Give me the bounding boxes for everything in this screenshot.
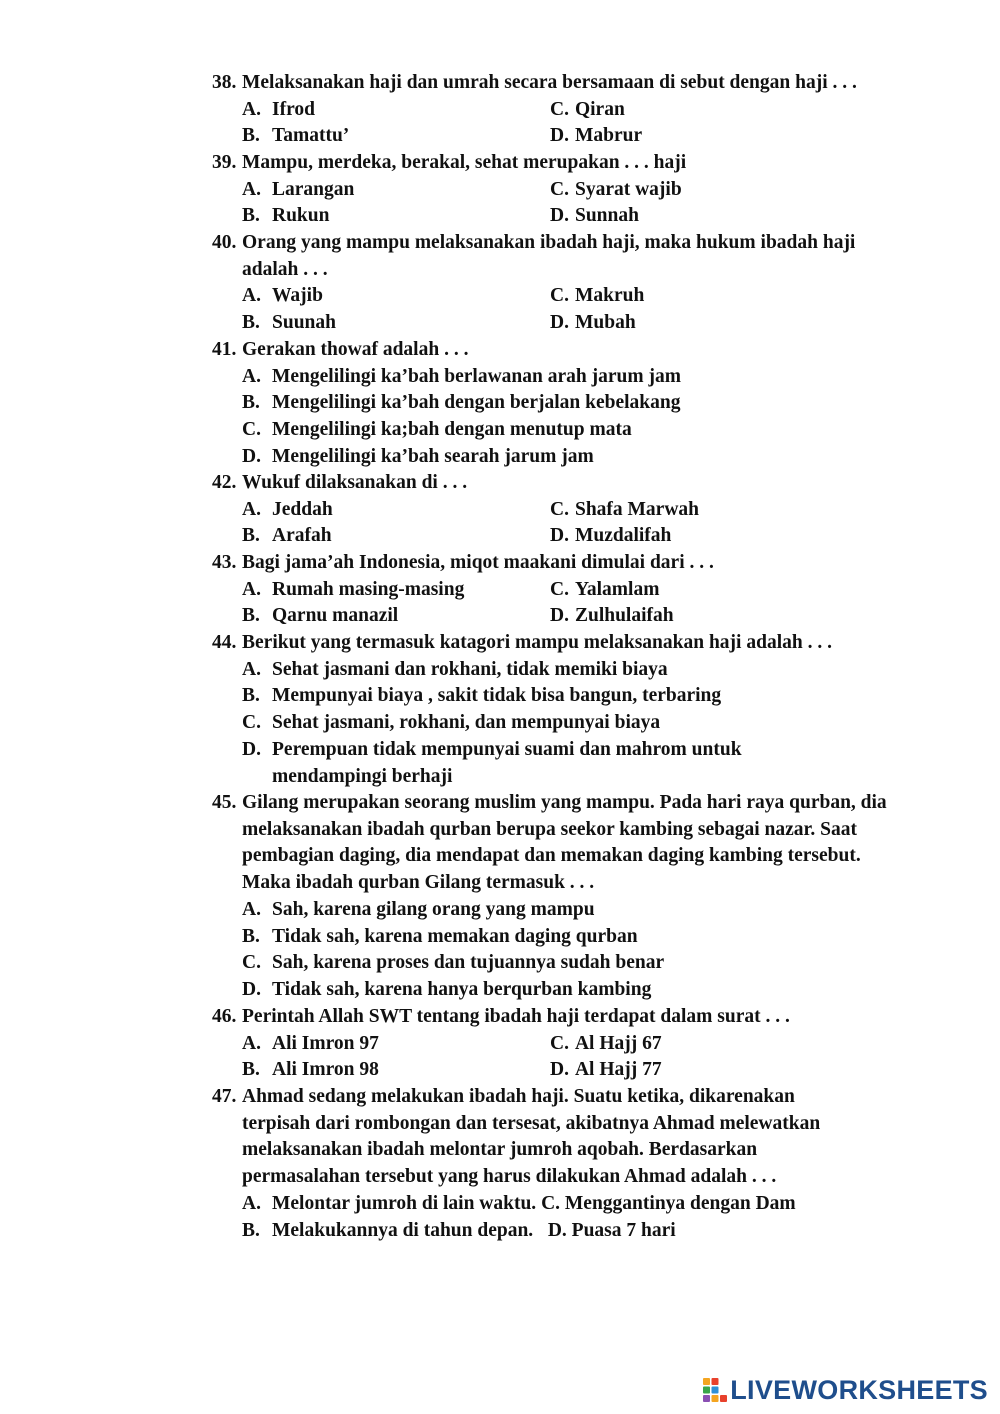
option-letter: B. — [242, 205, 260, 227]
option-d[interactable] — [550, 603, 892, 630]
question-38 — [212, 70, 892, 150]
question-43 — [212, 550, 892, 630]
question-text: Bagi jama’ah Indonesia, miqot maakani dimulai dari . . . — [242, 552, 714, 573]
option-letter: C. — [242, 952, 261, 974]
option-letter: B. — [242, 685, 260, 707]
option-b[interactable] — [242, 310, 550, 337]
option-a[interactable] — [242, 897, 892, 924]
options-grid — [242, 97, 892, 150]
option-a[interactable] — [242, 657, 892, 684]
option-c[interactable]: Menggantinya dengan Dam — [564, 1192, 796, 1214]
option-letter: C. — [541, 1192, 561, 1214]
option-letter: B. — [242, 525, 260, 547]
option-text: Qarnu manazil — [272, 605, 399, 627]
option-d[interactable] — [550, 203, 892, 230]
options-list — [212, 897, 892, 1004]
option-text: Sehat jasmani, rokhani, dan mempunyai biaya — [272, 712, 661, 734]
option-letter: D. — [550, 525, 569, 547]
option-text: Rukun — [272, 205, 330, 227]
option-c[interactable] — [550, 497, 892, 524]
options-grid — [242, 1031, 892, 1084]
option-text: Tidak sah, karena memakan daging qurban — [272, 925, 638, 947]
option-letter: C. — [550, 285, 569, 307]
question-number: 46. — [212, 1006, 237, 1027]
option-letter: D. — [547, 1219, 567, 1241]
option-b[interactable] — [242, 123, 550, 150]
liveworksheets-logo[interactable] — [702, 1375, 988, 1405]
option-letter: C. — [550, 578, 569, 600]
option-d[interactable] — [242, 977, 892, 1004]
option-letter: B. — [242, 605, 260, 627]
option-letter: B. — [242, 1059, 260, 1081]
option-text: Al Hajj 77 — [574, 1059, 662, 1081]
question-39 — [212, 150, 892, 230]
question-42 — [212, 470, 892, 550]
option-b[interactable] — [242, 683, 892, 710]
question-number: 38. — [212, 72, 237, 93]
option-text: Suunah — [272, 312, 336, 334]
question-text: Gerakan thowaf adalah . . . — [242, 339, 469, 360]
option-c[interactable] — [242, 710, 892, 737]
option-letter: B. — [242, 925, 260, 947]
option-letter: D. — [242, 738, 261, 760]
options-row — [242, 1218, 852, 1245]
option-a[interactable] — [242, 577, 550, 604]
question-41 — [212, 337, 892, 471]
option-c[interactable] — [550, 97, 892, 124]
option-text: Jeddah — [272, 498, 333, 520]
option-text: Perempuan tidak mempunyai suami dan mahrom untuk mendampingi berhaji — [272, 738, 742, 787]
option-b[interactable] — [242, 924, 892, 951]
option-a[interactable] — [242, 177, 550, 204]
option-letter: A. — [242, 178, 261, 200]
option-a[interactable] — [242, 283, 550, 310]
option-letter: D. — [550, 1059, 569, 1081]
option-text: Mengelilingi ka’bah dengan berjalan kebelakang — [272, 392, 681, 414]
option-d[interactable] — [242, 444, 892, 471]
option-letter: B. — [242, 392, 260, 414]
option-text: Tamattu’ — [272, 125, 350, 147]
option-letter: B. — [242, 312, 260, 334]
option-letter: B. — [242, 1219, 260, 1241]
options-grid — [242, 177, 892, 230]
option-letter: D. — [242, 978, 261, 1000]
option-letter: C. — [550, 98, 569, 120]
option-c[interactable] — [550, 1031, 892, 1058]
options-list — [212, 657, 892, 791]
option-text: Ifrod — [272, 98, 315, 120]
option-b[interactable] — [242, 1057, 550, 1084]
option-letter: C. — [550, 178, 569, 200]
option-text: Ali Imron 97 — [272, 1032, 379, 1054]
question-47 — [212, 1084, 852, 1244]
question-46 — [212, 1004, 892, 1084]
option-text: Mengelilingi ka;bah dengan menutup mata — [272, 419, 632, 441]
option-letter: A. — [242, 1192, 261, 1214]
option-c[interactable] — [550, 283, 892, 310]
option-b[interactable] — [242, 390, 892, 417]
option-text: Mabrur — [574, 125, 643, 147]
option-b[interactable]: Melakukannya di tahun depan. — [272, 1219, 534, 1241]
question-text: Mampu, merdeka, berakal, sehat merupakan . . . haji — [242, 152, 687, 173]
option-text: Syarat wajib — [574, 178, 682, 200]
question-text: Wukuf dilaksanakan di . . . — [242, 472, 468, 493]
option-letter: C. — [242, 712, 261, 734]
option-c[interactable] — [550, 577, 892, 604]
option-text: Rumah masing-masing — [272, 578, 465, 600]
question-text: Berikut yang termasuk katagori mampu melaksanakan haji adalah . . . — [242, 632, 832, 653]
option-text: Mengelilingi ka’bah berlawanan arah jarum jam — [272, 365, 681, 387]
option-b[interactable] — [242, 603, 550, 630]
option-text: Mubah — [574, 312, 636, 334]
option-text: Mengelilingi ka’bah searah jarum jam — [272, 445, 594, 467]
options-row — [242, 1191, 852, 1218]
option-d[interactable] — [550, 123, 892, 150]
option-text: Muzdalifah — [574, 525, 672, 547]
question-number: 44. — [212, 632, 237, 653]
liveworksheets-logo-icon — [702, 1377, 728, 1403]
option-text: Sunnah — [574, 205, 639, 227]
option-letter: C. — [550, 498, 569, 520]
question-44 — [212, 630, 892, 790]
option-letter: A. — [242, 285, 261, 307]
option-letter: D. — [550, 205, 569, 227]
option-c[interactable] — [550, 177, 892, 204]
question-text: Ahmad sedang melakukan ibadah haji. Suatu ketika, dikarenakan terpisah dari rombongan dan tersesat, akibatnya Ahmad melewatkan melaksanakan ibadah melontar jumroh aqobah. Berdasarkan permasalahan tersebut yang harus dilakukan Ahmad adalah . . . — [242, 1086, 821, 1188]
option-letter: B. — [242, 125, 260, 147]
option-letter: A. — [242, 658, 261, 680]
question-number: 47. — [212, 1086, 237, 1107]
options-list — [212, 364, 892, 471]
option-d[interactable] — [550, 310, 892, 337]
option-letter: A. — [242, 578, 261, 600]
option-b[interactable] — [242, 523, 550, 550]
option-d[interactable]: Puasa 7 hari — [571, 1219, 676, 1241]
question-number: 42. — [212, 472, 237, 493]
option-a[interactable] — [242, 1031, 550, 1058]
question-text: Melaksanakan haji dan umrah secara bersamaan di sebut dengan haji . . . — [242, 72, 857, 93]
question-text: Gilang merupakan seorang muslim yang mampu. Pada hari raya qurban, dia melaksanakan ibadah qurban berupa seekor kambing sebagai nazar. Saat pembagian daging, dia mendapat dan memakan daging kambing tersebut. Maka ibadah qurban Gilang termasuk . . . — [242, 792, 887, 894]
option-letter: D. — [550, 125, 569, 147]
question-number: 45. — [212, 792, 237, 813]
options-grid — [242, 497, 892, 550]
option-letter: C. — [242, 419, 261, 441]
option-a[interactable] — [242, 97, 550, 124]
options-grid — [242, 577, 892, 630]
option-b[interactable] — [242, 203, 550, 230]
option-d[interactable] — [550, 1057, 892, 1084]
option-letter: A. — [242, 898, 261, 920]
question-45 — [212, 790, 892, 1004]
option-letter: A. — [242, 365, 261, 387]
option-text: Wajib — [272, 285, 323, 307]
option-letter: A. — [242, 1032, 261, 1054]
option-text: Mempunyai biaya , sakit tidak bisa bangun, terbaring — [272, 685, 722, 707]
question-number: 40. — [212, 232, 237, 253]
option-text: Tidak sah, karena hanya berqurban kambing — [272, 978, 652, 1000]
question-number: 41. — [212, 339, 237, 360]
option-letter: D. — [550, 312, 569, 334]
option-text: Zulhulaifah — [574, 605, 674, 627]
question-text: Perintah Allah SWT tentang ibadah haji terdapat dalam surat . . . — [242, 1006, 790, 1027]
option-letter: A. — [242, 498, 261, 520]
option-letter: D. — [242, 445, 261, 467]
option-text: Ali Imron 98 — [272, 1059, 379, 1081]
option-d[interactable] — [550, 523, 892, 550]
option-c[interactable] — [242, 950, 892, 977]
option-text: Al Hajj 67 — [574, 1032, 662, 1054]
option-text: Sehat jasmani dan rokhani, tidak memiki biaya — [272, 658, 668, 680]
option-text: Shafa Marwah — [574, 498, 700, 520]
option-c[interactable] — [242, 417, 892, 444]
options-grid — [242, 283, 892, 336]
question-number: 39. — [212, 152, 237, 173]
option-text: Sah, karena proses dan tujuannya sudah benar — [272, 952, 665, 974]
option-text: Arafah — [272, 525, 332, 547]
question-text: Orang yang mampu melaksanakan ibadah haji, maka hukum ibadah haji adalah . . . — [242, 232, 856, 280]
option-letter: A. — [242, 98, 261, 120]
option-text: Larangan — [272, 178, 355, 200]
option-a[interactable] — [242, 364, 892, 391]
question-40 — [212, 230, 892, 337]
option-letter: C. — [550, 1032, 569, 1054]
question-number: 43. — [212, 552, 237, 573]
logo-wordmark: LIVEWORKSHEETS — [730, 1375, 988, 1405]
option-text: Makruh — [574, 285, 645, 307]
option-text: Qiran — [574, 98, 625, 120]
option-d[interactable] — [242, 737, 792, 790]
option-letter: D. — [550, 605, 569, 627]
option-a[interactable] — [242, 497, 550, 524]
option-text: Yalamlam — [574, 578, 660, 600]
option-a[interactable]: Melontar jumroh di lain waktu. — [272, 1192, 537, 1214]
option-text: Sah, karena gilang orang yang mampu — [272, 898, 595, 920]
